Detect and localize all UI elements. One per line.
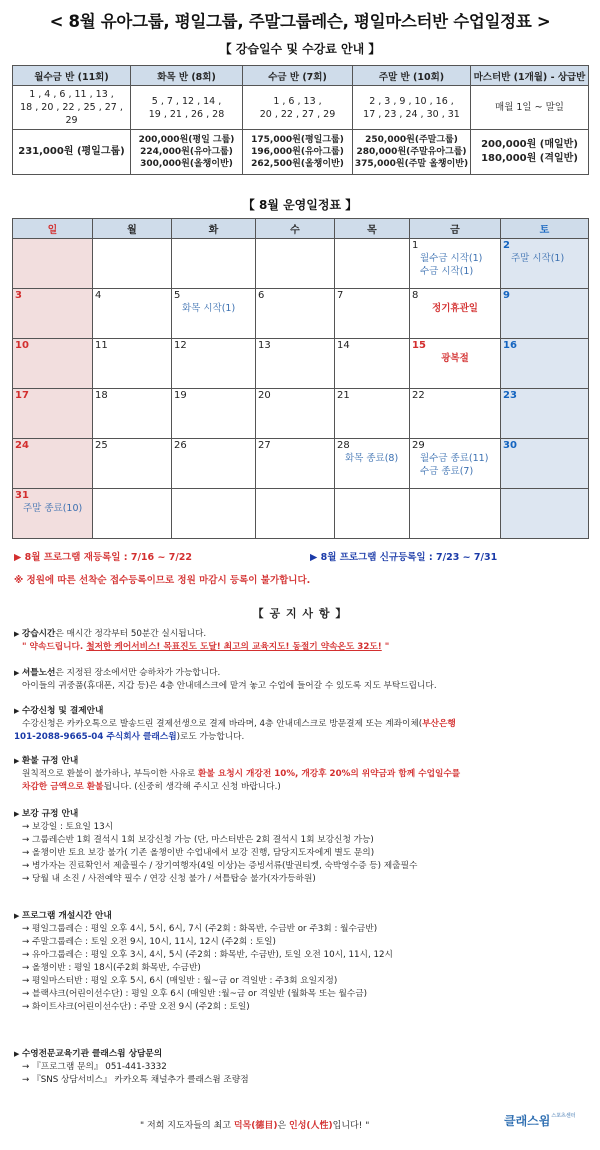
notice-heading: ▶ 수영전문교육기관 클래스윔 상담문의 [14, 1048, 590, 1061]
calendar-day-cell [410, 339, 501, 389]
day-number: 9 [503, 290, 510, 301]
weekday-header: 화 [172, 219, 256, 239]
notice-class-time [14, 628, 590, 654]
calendar-day-cell [501, 389, 589, 439]
fee-header: 월수금 반 (11회) [13, 66, 131, 86]
notice-heading: ▶ 수강신청 및 결제안내 [14, 705, 590, 718]
day-event: 화목 종료(8) [345, 453, 399, 464]
refund-text: 원칙적으로 환불이 불가하나, 부득이한 사유로 [22, 769, 199, 779]
day-number: 2 [503, 240, 510, 251]
notice-heading: ▶ 환불 규정 안내 [14, 755, 590, 768]
fee-price-line: 375,000원(주말 올챙이반) [354, 159, 469, 169]
calendar-day-cell [13, 339, 93, 389]
fee-price-line: 196,000원(유아그룹) [251, 147, 344, 157]
calendar-day-cell [335, 339, 410, 389]
fee-price-line: 300,000원(올챙이반) [140, 159, 233, 169]
notice-heading: ▶ 프로그램 개설시간 안내 [14, 910, 590, 923]
day-number: 13 [258, 340, 271, 351]
calendar-day-cell [13, 289, 93, 339]
fee-price-cell [243, 130, 353, 175]
fee-date-line: 17 , 23 , 24 , 30 , 31 [363, 108, 460, 120]
fee-price-cell [131, 130, 243, 175]
fee-dates-cell [353, 86, 471, 130]
calendar-day-cell [410, 289, 501, 339]
calendar-week-row [13, 339, 589, 389]
calendar-day-cell [501, 439, 589, 489]
notice-contact [14, 1048, 590, 1087]
fee-header-row [13, 66, 589, 86]
calendar-week-row [13, 439, 589, 489]
notice-heading-text: 강습시간 [21, 629, 56, 639]
calendar-section-title: 【 8월 운영일정표 】 [242, 198, 358, 212]
notice-heading: ▶ 보강 규정 안내 [14, 808, 590, 821]
fee-price-line: 224,000원(유아그룹) [140, 147, 233, 157]
calendar-day-cell [335, 239, 410, 289]
footer-motto [140, 1118, 369, 1131]
fee-section-title: 【 강습일수 및 수강료 안내 】 [219, 42, 381, 56]
calendar-day-cell [93, 289, 172, 339]
program-item: → 평일그룹레슨 : 평일 오후 4시, 5시, 6시, 7시 (주2회 : 화목반, 수금반 or 주3회 : 월수금반) [14, 923, 590, 936]
calendar-day-cell [256, 339, 335, 389]
fee-dates-cell [243, 86, 353, 130]
day-event: 월수금 시작(1) [420, 253, 483, 264]
fee-price-cell [471, 130, 589, 175]
payment-bank: 부산은행 [422, 719, 456, 729]
calendar-day-cell [410, 389, 501, 439]
day-number: 3 [15, 290, 22, 301]
fee-dates-cell [13, 86, 131, 130]
day-number: 28 [337, 440, 350, 451]
weekday-header: 일 [13, 219, 93, 239]
calendar-day-cell [13, 389, 93, 439]
makeup-item: → 보강일 : 토요일 13시 [14, 821, 590, 834]
day-number: 24 [15, 440, 29, 451]
fee-dates-cell [131, 86, 243, 130]
day-number: 23 [503, 390, 517, 401]
fee-price-line: 200,000원(평일 그룹) [138, 135, 235, 145]
day-number: 27 [258, 440, 271, 451]
fee-date-line: 매월 1일 ~ 말일 [495, 102, 564, 113]
day-number: 22 [412, 390, 425, 401]
calendar-day-cell [410, 439, 501, 489]
day-number: 17 [15, 390, 29, 401]
notice-payment [14, 705, 590, 744]
calendar-day-cell [172, 439, 256, 489]
day-number: 21 [337, 390, 350, 401]
calendar-day-cell [172, 239, 256, 289]
fee-date-line: 19 , 21 , 26 , 28 [148, 108, 225, 120]
calendar-day-cell [93, 239, 172, 289]
fee-date-line: 20 , 22 , 27 , 29 [259, 108, 336, 120]
day-event: 수금 종료(7) [420, 466, 474, 477]
program-item: → 평일마스터반 : 평일 오후 5시, 6시 (매일반 : 월~금 or 격일반 : 주3회 요일지정) [14, 975, 590, 988]
fee-price-line: 200,000원 (매일반) [481, 139, 578, 150]
logo-subtitle: 스포츠센터 [551, 1113, 576, 1119]
motto-text: 입니다! " [332, 1121, 370, 1131]
fee-date-line: 5 , 7 , 12 , 14 , [151, 95, 222, 107]
fee-price-cell [13, 130, 131, 175]
calendar-day-cell [172, 289, 256, 339]
calendar-week-row [13, 489, 589, 539]
notice-line [14, 718, 590, 731]
notice-refund [14, 755, 590, 794]
day-event: 주말 종료(10) [23, 503, 83, 514]
calendar-day-cell [256, 389, 335, 439]
day-number: 16 [503, 340, 517, 351]
motto-text: " 저희 지도자들의 최고 [140, 1121, 234, 1131]
reregistration-period: ▶ 8월 프로그램 재등록일 : 7/16 ~ 7/22 [14, 552, 193, 563]
program-item: → 유아그룹레슨 : 평일 오후 3시, 4시, 5시 (주2회 : 화목반, 수금반), 토일 오전 10시, 11시, 12시 [14, 949, 590, 962]
calendar-day-cell [13, 489, 93, 539]
calendar-week-row [13, 389, 589, 439]
day-number: 1 [412, 240, 419, 251]
fee-header: 마스터반 (1개월) - 상급반 [471, 66, 589, 86]
fee-header: 수금 반 (7회) [243, 66, 353, 86]
calendar-day-cell [501, 489, 589, 539]
fee-price-row [13, 130, 589, 175]
payment-account: 101-2088-9665-04 주식회사 클래스윔 [14, 732, 177, 742]
refund-text: 됩니다. (신중히 생각해 주시고 신청 바랍니다.) [103, 782, 281, 792]
notice-makeup [14, 808, 590, 886]
new-registration-period: ▶ 8월 프로그램 신규등록일 : 7/23 ~ 7/31 [310, 552, 498, 563]
fee-header: 화목 반 (8회) [131, 66, 243, 86]
logo-name: 클래스윔 [504, 1114, 551, 1128]
payment-text: 수강신청은 카카오톡으로 발송드린 결제선생으로 결제 바라며, 4층 안내데스크로 방문결제 또는 계좌이체( [22, 719, 423, 729]
calendar-day-cell [410, 239, 501, 289]
calendar-day-cell [93, 439, 172, 489]
fee-dates-row [13, 86, 589, 130]
contact-item: → 『SNS 상담서비스』 카카오톡 채널추가 클래스윔 조량점 [14, 1074, 590, 1087]
registration-warning: ※ 정원에 따른 선착순 접수등록이므로 정원 마감시 등록이 불가합니다. [14, 575, 311, 586]
fee-price-line: 180,000원 (격일반) [481, 153, 578, 164]
calendar-day-cell [501, 339, 589, 389]
calendar-week-row [13, 239, 589, 289]
notice-heading [14, 628, 590, 641]
notice-line [14, 768, 590, 781]
calendar-day-cell [256, 289, 335, 339]
day-number: 8 [412, 290, 419, 301]
fee-price-line: 231,000원 (평일그룹) [18, 146, 125, 157]
day-event: 광복절 [441, 353, 469, 364]
calendar-day-cell [172, 339, 256, 389]
day-event: 정기휴관일 [432, 303, 478, 314]
calendar-day-cell [501, 289, 589, 339]
calendar-day-cell [335, 389, 410, 439]
makeup-item: → 올챙이반 토요 보강 불가( 기존 올챙이반 수업내에서 보강 진행, 담당지도자에게 별도 문의) [14, 847, 590, 860]
fee-header: 주말 반 (10회) [353, 66, 471, 86]
calendar-day-cell [256, 239, 335, 289]
calendar-week-row [13, 289, 589, 339]
makeup-item: → 당월 내 소진 / 사전예약 필수 / 연강 신청 불가 / 셔틀탑승 불가(자가등하원) [14, 873, 590, 886]
day-number: 12 [174, 340, 187, 351]
fee-table [12, 65, 589, 175]
fee-price-cell [353, 130, 471, 175]
notice-title: 【 공 지 사 항 】 [252, 607, 348, 620]
notice-promise-line [14, 641, 590, 654]
calendar-day-cell [13, 439, 93, 489]
motto-text: 은 [277, 1121, 290, 1131]
notice-programs [14, 910, 590, 1014]
calendar-day-cell [256, 439, 335, 489]
fee-price-line: 250,000원(주말그룹) [365, 135, 458, 145]
program-item: → 블랙샤크(어린이선수단) : 평일 오후 6시 (매일반 :월~금 or 격일반 (월화목 또는 월수금) [14, 988, 590, 1001]
notice-body-text: 은 지정된 장소에서만 승하차가 가능합니다. [55, 668, 221, 678]
fee-date-line: 2 , 3 , 9 , 10 , 16 , [369, 95, 454, 107]
day-number: 10 [15, 340, 29, 351]
brand-logo [504, 1112, 576, 1129]
calendar-day-cell [410, 489, 501, 539]
day-number: 26 [174, 440, 187, 451]
calendar-day-cell [335, 439, 410, 489]
notice-body-text: 은 매시간 정각부터 50분간 실시됩니다. [55, 629, 207, 639]
promise-text: 철저한 케어서비스! 목표진도 도달! 최고의 교육지도! 동절기 약속온도 32도! [86, 642, 382, 652]
notice-line [14, 781, 590, 794]
calendar-day-cell [335, 289, 410, 339]
makeup-item: → 병가자는 진료확인서 제출필수 / 장기여행자(4일 이상)는 증빙서류(발권티켓, 숙박영수증 등) 제출필수 [14, 860, 590, 873]
weekday-header: 토 [501, 219, 589, 239]
promise-quote-open: " 약속드립니다. [22, 642, 87, 652]
contact-item: → 『프로그램 문의』 051-441-3332 [14, 1061, 590, 1074]
fee-dates-cell [471, 86, 589, 130]
day-event: 주말 시작(1) [511, 253, 565, 264]
day-number: 18 [95, 390, 108, 401]
notice-line: 아이들의 귀중품(휴대폰, 지갑 등)은 4층 안내데스크에 맡겨 놓고 수업에 들어갈 수 있도록 지도 부탁드립니다. [22, 681, 437, 691]
day-number: 11 [95, 340, 108, 351]
day-event: 화목 시작(1) [182, 303, 236, 314]
fee-price-line: 262,500원(올챙이반) [251, 159, 344, 169]
calendar-day-cell [172, 389, 256, 439]
fee-price-line: 280,000원(주말유아그룹) [356, 147, 467, 157]
calendar-day-cell [256, 489, 335, 539]
refund-penalty: 차감한 금액으로 환불 [22, 782, 104, 792]
payment-text: )로도 가능합니다. [176, 732, 245, 742]
notice-heading [14, 667, 590, 680]
notice-heading-text: 셔틀노선 [21, 668, 56, 678]
fee-date-line: 1 , 4 , 6 , 11 , 13 , [29, 89, 114, 100]
day-event: 수금 시작(1) [420, 266, 474, 277]
day-number: 29 [412, 440, 425, 451]
day-number: 14 [337, 340, 350, 351]
program-item: → 주말그룹레슨 : 토일 오전 9시, 10시, 11시, 12시 (주2회 : 토일) [14, 936, 590, 949]
calendar-day-cell [93, 339, 172, 389]
day-number: 15 [412, 340, 426, 351]
weekday-header: 금 [410, 219, 501, 239]
day-number: 30 [503, 440, 517, 451]
weekday-header: 월 [93, 219, 172, 239]
calendar-day-cell [172, 489, 256, 539]
motto-virtue: 덕목(德目) [233, 1121, 278, 1131]
fee-date-line: 18 , 20 , 22 , 25 , 27 , [20, 102, 123, 113]
day-number: 19 [174, 390, 187, 401]
day-number: 5 [174, 290, 181, 301]
day-number: 6 [258, 290, 265, 301]
refund-penalty: 환불 요청시 개강전 10%, 개강후 20%의 위약금과 함께 수업일수를 [198, 769, 461, 779]
fee-date-line: 1 , 6 , 13 , [273, 95, 322, 107]
calendar-day-cell [335, 489, 410, 539]
page-title: < 8월 유아그룹, 평일그룹, 주말그룹레슨, 평일마스터반 수업일정표 > [49, 12, 551, 31]
notice-shuttle [14, 667, 590, 693]
weekday-header: 수 [256, 219, 335, 239]
day-number: 31 [15, 490, 29, 501]
notice-line [14, 731, 590, 744]
day-number: 25 [95, 440, 108, 451]
day-number: 20 [258, 390, 271, 401]
day-number: 7 [337, 290, 344, 301]
calendar-day-cell [93, 389, 172, 439]
day-number: 4 [95, 290, 102, 301]
program-item: → 올챙이반 : 평일 18시(주2회 화목반, 수금반) [14, 962, 590, 975]
calendar-day-cell [13, 239, 93, 289]
motto-character: 인성(人性) [289, 1121, 333, 1131]
promise-quote-close: " [381, 642, 390, 652]
makeup-item: → 그룹레슨반 1회 결석시 1회 보강신청 가능 (단, 마스터반은 2회 결석시 1회 보강신청 가능) [14, 834, 590, 847]
calendar-day-cell [501, 239, 589, 289]
calendar-table [12, 218, 589, 539]
fee-date-line: 29 [65, 115, 78, 126]
fee-price-line: 175,000원(평일그룹) [251, 135, 344, 145]
day-event: 월수금 종료(11) [420, 453, 489, 464]
program-item: → 화이트샤크(어린이선수단) : 주말 오전 9시 (주2회 : 토일) [14, 1001, 590, 1014]
weekday-header: 목 [335, 219, 410, 239]
calendar-weekday-row [13, 219, 589, 239]
calendar-day-cell [93, 489, 172, 539]
